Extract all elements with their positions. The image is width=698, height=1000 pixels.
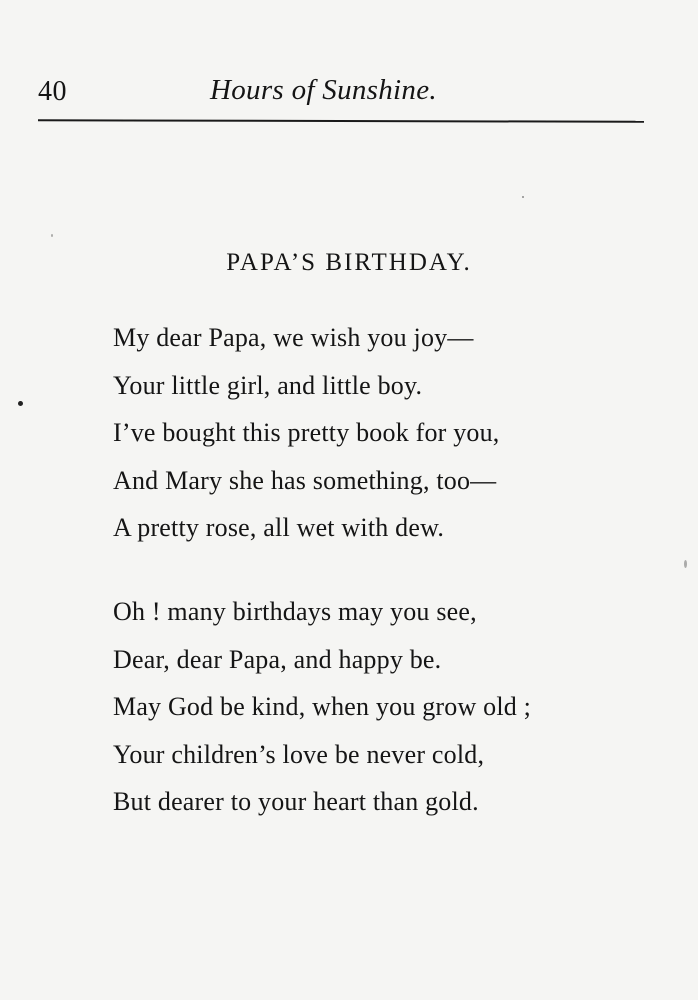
running-title: Hours of Sunshine. xyxy=(210,74,437,106)
poem-stanza-2 xyxy=(113,588,531,826)
poem-line: And Mary she has something, too— xyxy=(113,465,497,495)
page-number: 40 xyxy=(38,76,67,107)
poem-line: My dear Papa, we wish you joy— xyxy=(113,323,474,352)
poem-line: Oh ! many birthdays may you see, xyxy=(113,597,477,626)
poem-line: A pretty rose, all wet with dew. xyxy=(113,513,445,542)
ink-speck xyxy=(684,560,687,568)
poem-stanza-1 xyxy=(113,314,500,552)
poem-line: Your little girl, and little boy. xyxy=(113,370,423,400)
poem-line: May God be kind, when you grow old ; xyxy=(113,692,532,721)
poem-line: I’ve bought this pretty book for you, xyxy=(113,418,500,447)
poem-title: PAPA’S BIRTHDAY. xyxy=(226,249,472,276)
ink-speck xyxy=(51,234,53,237)
ink-speck xyxy=(522,196,524,198)
poem-line: Dear, dear Papa, and happy be. xyxy=(113,644,442,674)
poem-line: Your children’s love be never cold, xyxy=(113,739,485,769)
header-rule xyxy=(38,119,644,123)
poem-line: But dearer to your heart than gold. xyxy=(113,787,479,816)
ink-speck xyxy=(18,401,23,406)
